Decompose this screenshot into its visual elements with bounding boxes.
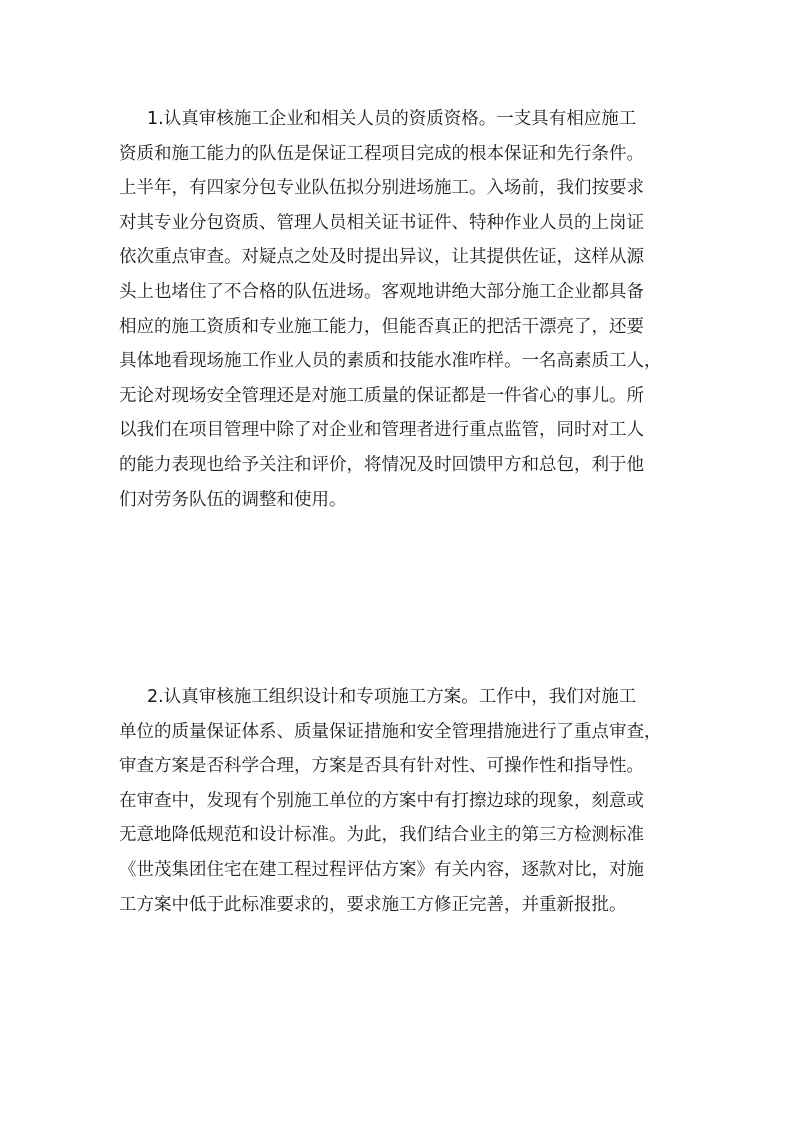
paragraph-line: 相应的施工资质和专业施工能力，但能否真正的把活干漂亮了，还要 (119, 316, 644, 337)
paragraph-line: 的能力表现也给予关注和评价，将情况及时回馈甲方和总包，利于他 (119, 454, 644, 475)
paragraph-line: 以我们在项目管理中除了对企业和管理者进行重点监管，同时对工人 (119, 420, 644, 441)
paragraph-line: 资质和施工能力的队伍是保证工程项目完成的根本保证和先行条件。 (119, 143, 644, 164)
paragraph-line: 对其专业分包资质、管理人员相关证书证件、特种作业人员的上岗证 (119, 212, 644, 233)
paragraph-line: 审查方案是否科学合理，方案是否具有针对性、可操作性和指导性。 (119, 756, 644, 777)
paragraph-qualification-review (119, 102, 679, 517)
paragraph-line: 具体地看现场施工作业人员的素质和技能水准咋样。一名高素质工人， (119, 351, 662, 372)
paragraph-line: 单位的质量保证体系、质量保证措施和安全管理措施进行了重点审查， (119, 721, 662, 742)
paragraph-line: 工方案中低于此标准要求的，要求施工方修正完善，并重新报批。 (119, 894, 627, 915)
paragraph-construction-plan-review (119, 680, 679, 922)
paragraph-line: 《世茂集团住宅在建工程过程评估方案》有关内容，逐款对比，对施 (119, 859, 644, 880)
paragraph-line: 头上也堵住了不合格的队伍进场。客观地讲绝大部分施工企业都具备 (119, 281, 644, 302)
paragraph-line: 上半年，有四家分包专业队伍拟分别进场施工。入场前，我们按要求 (119, 178, 644, 199)
paragraph-line: 1.认真审核施工企业和相关人员的资质资格。一支具有相应施工 (147, 109, 637, 129)
paragraph-line: 无意地降低规范和设计标准。为此，我们结合业主的第三方检测标准 (119, 825, 644, 846)
paragraph-line: 2.认真审核施工组织设计和专项施工方案。工作中，我们对施工 (147, 687, 637, 707)
paragraph-line: 们对劳务队伍的调整和使用。 (119, 489, 347, 510)
paragraph-line: 在审查中，发现有个别施工单位的方案中有打擦边球的现象，刻意或 (119, 790, 644, 811)
paragraph-line: 依次重点审查。对疑点之处及时提出异议，让其提供佐证，这样从源 (119, 247, 644, 268)
paragraph-line: 无论对现场安全管理还是对施工质量的保证都是一件省心的事儿。所 (119, 385, 644, 406)
